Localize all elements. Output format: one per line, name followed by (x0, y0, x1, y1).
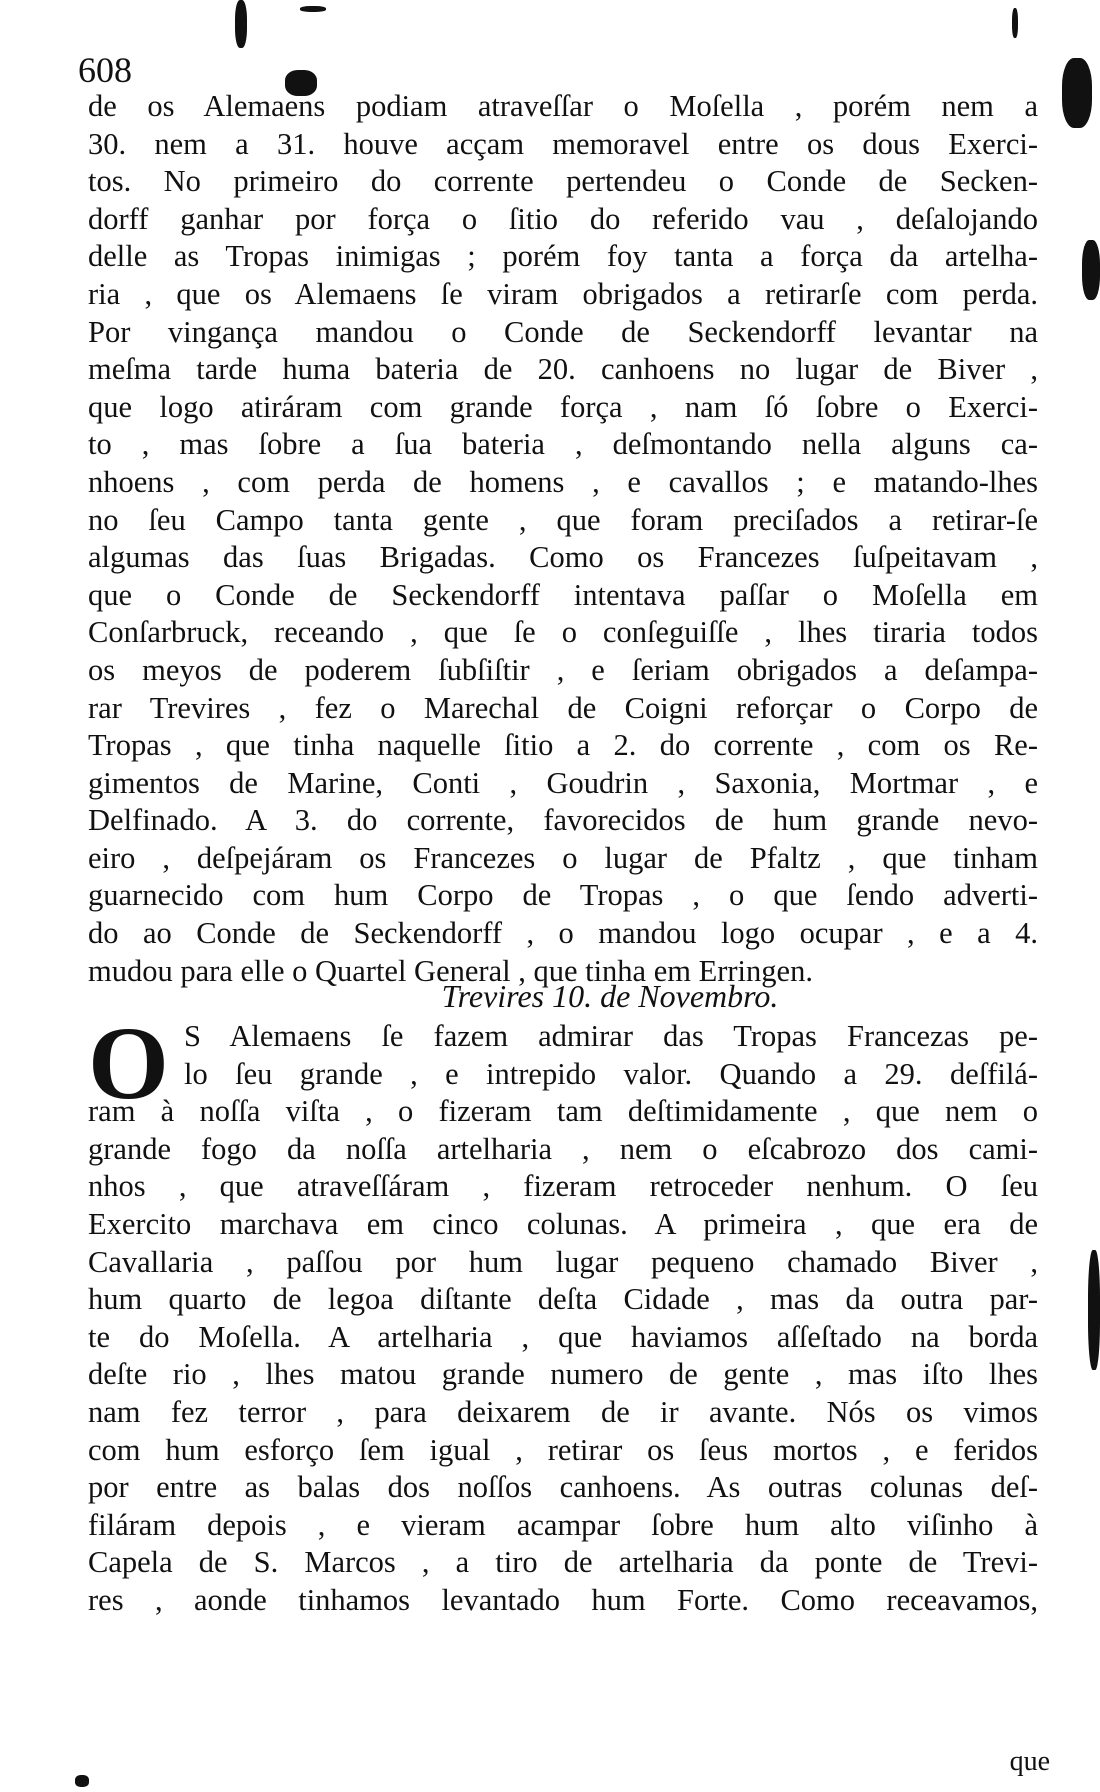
text-line: algumas das ſuas Brigadas. Como os Francezes ſuſpeitavam , (88, 540, 1038, 575)
text-line: nhoens , com perda de homens , e cavallos ; e matando-lhes (88, 464, 1038, 499)
ink-speck (75, 1775, 89, 1787)
ink-speck (235, 0, 247, 48)
text-line: do ao Conde de Seckendorff , o mandou logo ocupar , e a 4. (88, 916, 1038, 951)
text-line: que o Conde de Seckendorff intentava paſſar o Moſella em (88, 577, 1038, 612)
ink-speck (1012, 8, 1018, 38)
text-line: filáram depois , e vieram acampar ſobre hum alto viſinho à (88, 1507, 1038, 1542)
text-line: nam fez terror , para deixarem de ir avante. Nós os vimos (88, 1394, 1038, 1429)
text-line: Exercito marchava em cinco colunas. A primeira , que era de (88, 1206, 1038, 1241)
text-line: rar Trevires , fez o Marechal de Coigni reforçar o Corpo de (88, 690, 1038, 725)
text-line: de os Alemaens podiam atraveſſar o Moſella , porém nem a (88, 89, 1038, 123)
text-line: Capela de S. Marcos , a tiro de artelharia da ponte de Trevi- (88, 1545, 1038, 1580)
text-line: ram à noſſa viſta , o fizeram tam deſtimidamente , que nem o (88, 1094, 1038, 1129)
text-line: que logo atiráram com grande força , nam ſó ſobre o Exerci- (88, 389, 1038, 424)
body-text-block-2 (88, 1006, 1038, 1620)
text-line: eiro , deſpejáram os Francezes o lugar de Pfaltz , que tinham (88, 840, 1038, 875)
ink-speck (1062, 58, 1092, 128)
text-line: grande fogo da noſſa artelharia , nem o eſcabrozo dos cami- (88, 1131, 1038, 1166)
text-line: te do Moſella. A artelharia , que haviamos aſſeſtado na borda (88, 1319, 1038, 1354)
text-line: dorff ganhar por força o ſitio do referido vau , deſalojando (88, 201, 1038, 236)
text-line: ria , que os Alemaens ſe viram obrigados a retirarſe com perda. (88, 276, 1038, 311)
text-line: por entre as balas dos noſſos canhoens. As outras colunas deſ- (88, 1470, 1038, 1505)
text-line: 30. nem a 31. houve acçam memoravel entre os dous Exerci- (88, 126, 1038, 161)
text-line: guarnecido com hum Corpo de Tropas , o que ſendo adverti- (88, 878, 1038, 913)
dateline-heading: Trevires 10. de Novembro. (441, 978, 779, 1014)
text-line: S Alemaens ſe fazem admirar das Tropas Francezas pe- (184, 1019, 1038, 1053)
text-line: lo ſeu grande , e intrepido valor. Quando a 29. deſfilá- (184, 1056, 1038, 1091)
text-line: delle as Tropas inimigas ; porém foy tanta a força da artelha- (88, 239, 1038, 274)
text-line: meſma tarde huma bateria de 20. canhoens no lugar de Biver , (88, 352, 1038, 387)
ink-speck (1088, 1250, 1100, 1370)
text-line: Por vingança mandou o Conde de Seckendorff levantar na (88, 314, 1038, 349)
catchword: que (1009, 1746, 1050, 1777)
text-line: gimentos de Marine, Conti , Goudrin , Saxonia, Mortmar , e (88, 765, 1038, 800)
text-line: Conſarbruck, receando , que ſe o conſeguiſſe , lhes tiraria todos (88, 615, 1038, 650)
text-line: to , mas ſobre a ſua bateria , deſmontando nella alguns ca- (88, 427, 1038, 462)
page-number: 608 (78, 50, 132, 90)
text-line: res , aonde tinhamos levantado hum Forte. Como receavamos, (88, 1582, 1038, 1617)
body-text-block-1 (88, 88, 1038, 990)
text-line: hum quarto de legoa diſtante deſta Cidade , mas da outra par- (88, 1282, 1038, 1317)
text-line: mudou para elle o Quartel General , que tinha em Erringen. (88, 953, 813, 988)
ink-speck (300, 6, 326, 12)
text-line: Tropas , que tinha naquelle ſitio a 2. do corrente , com os Re- (88, 728, 1038, 763)
text-line: tos. No primeiro do corrente pertendeu o Conde de Secken- (88, 164, 1038, 199)
text-line: no ſeu Campo tanta gente , que foram preciſados a retirar-ſe (88, 502, 1038, 537)
text-line: deſte rio , lhes matou grande numero de gente , mas iſto lhes (88, 1357, 1038, 1392)
text-line: Cavallaria , paſſou por hum lugar pequeno chamado Biver , (88, 1244, 1038, 1279)
ink-speck (1082, 240, 1100, 300)
text-line: nhos , que atraveſſáram , fizeram retroceder nenhum. O ſeu (88, 1169, 1038, 1204)
text-line: com hum esforço ſem igual , retirar os ſeus mortos , e feridos (88, 1432, 1038, 1467)
drop-cap: O (88, 1006, 169, 1121)
text-line: Delfinado. A 3. do corrente, favorecidos de hum grande nevo- (88, 803, 1038, 838)
text-line: os meyos de poderem ſubſiſtir , e ſeriam obrigados a deſampa- (88, 652, 1038, 687)
